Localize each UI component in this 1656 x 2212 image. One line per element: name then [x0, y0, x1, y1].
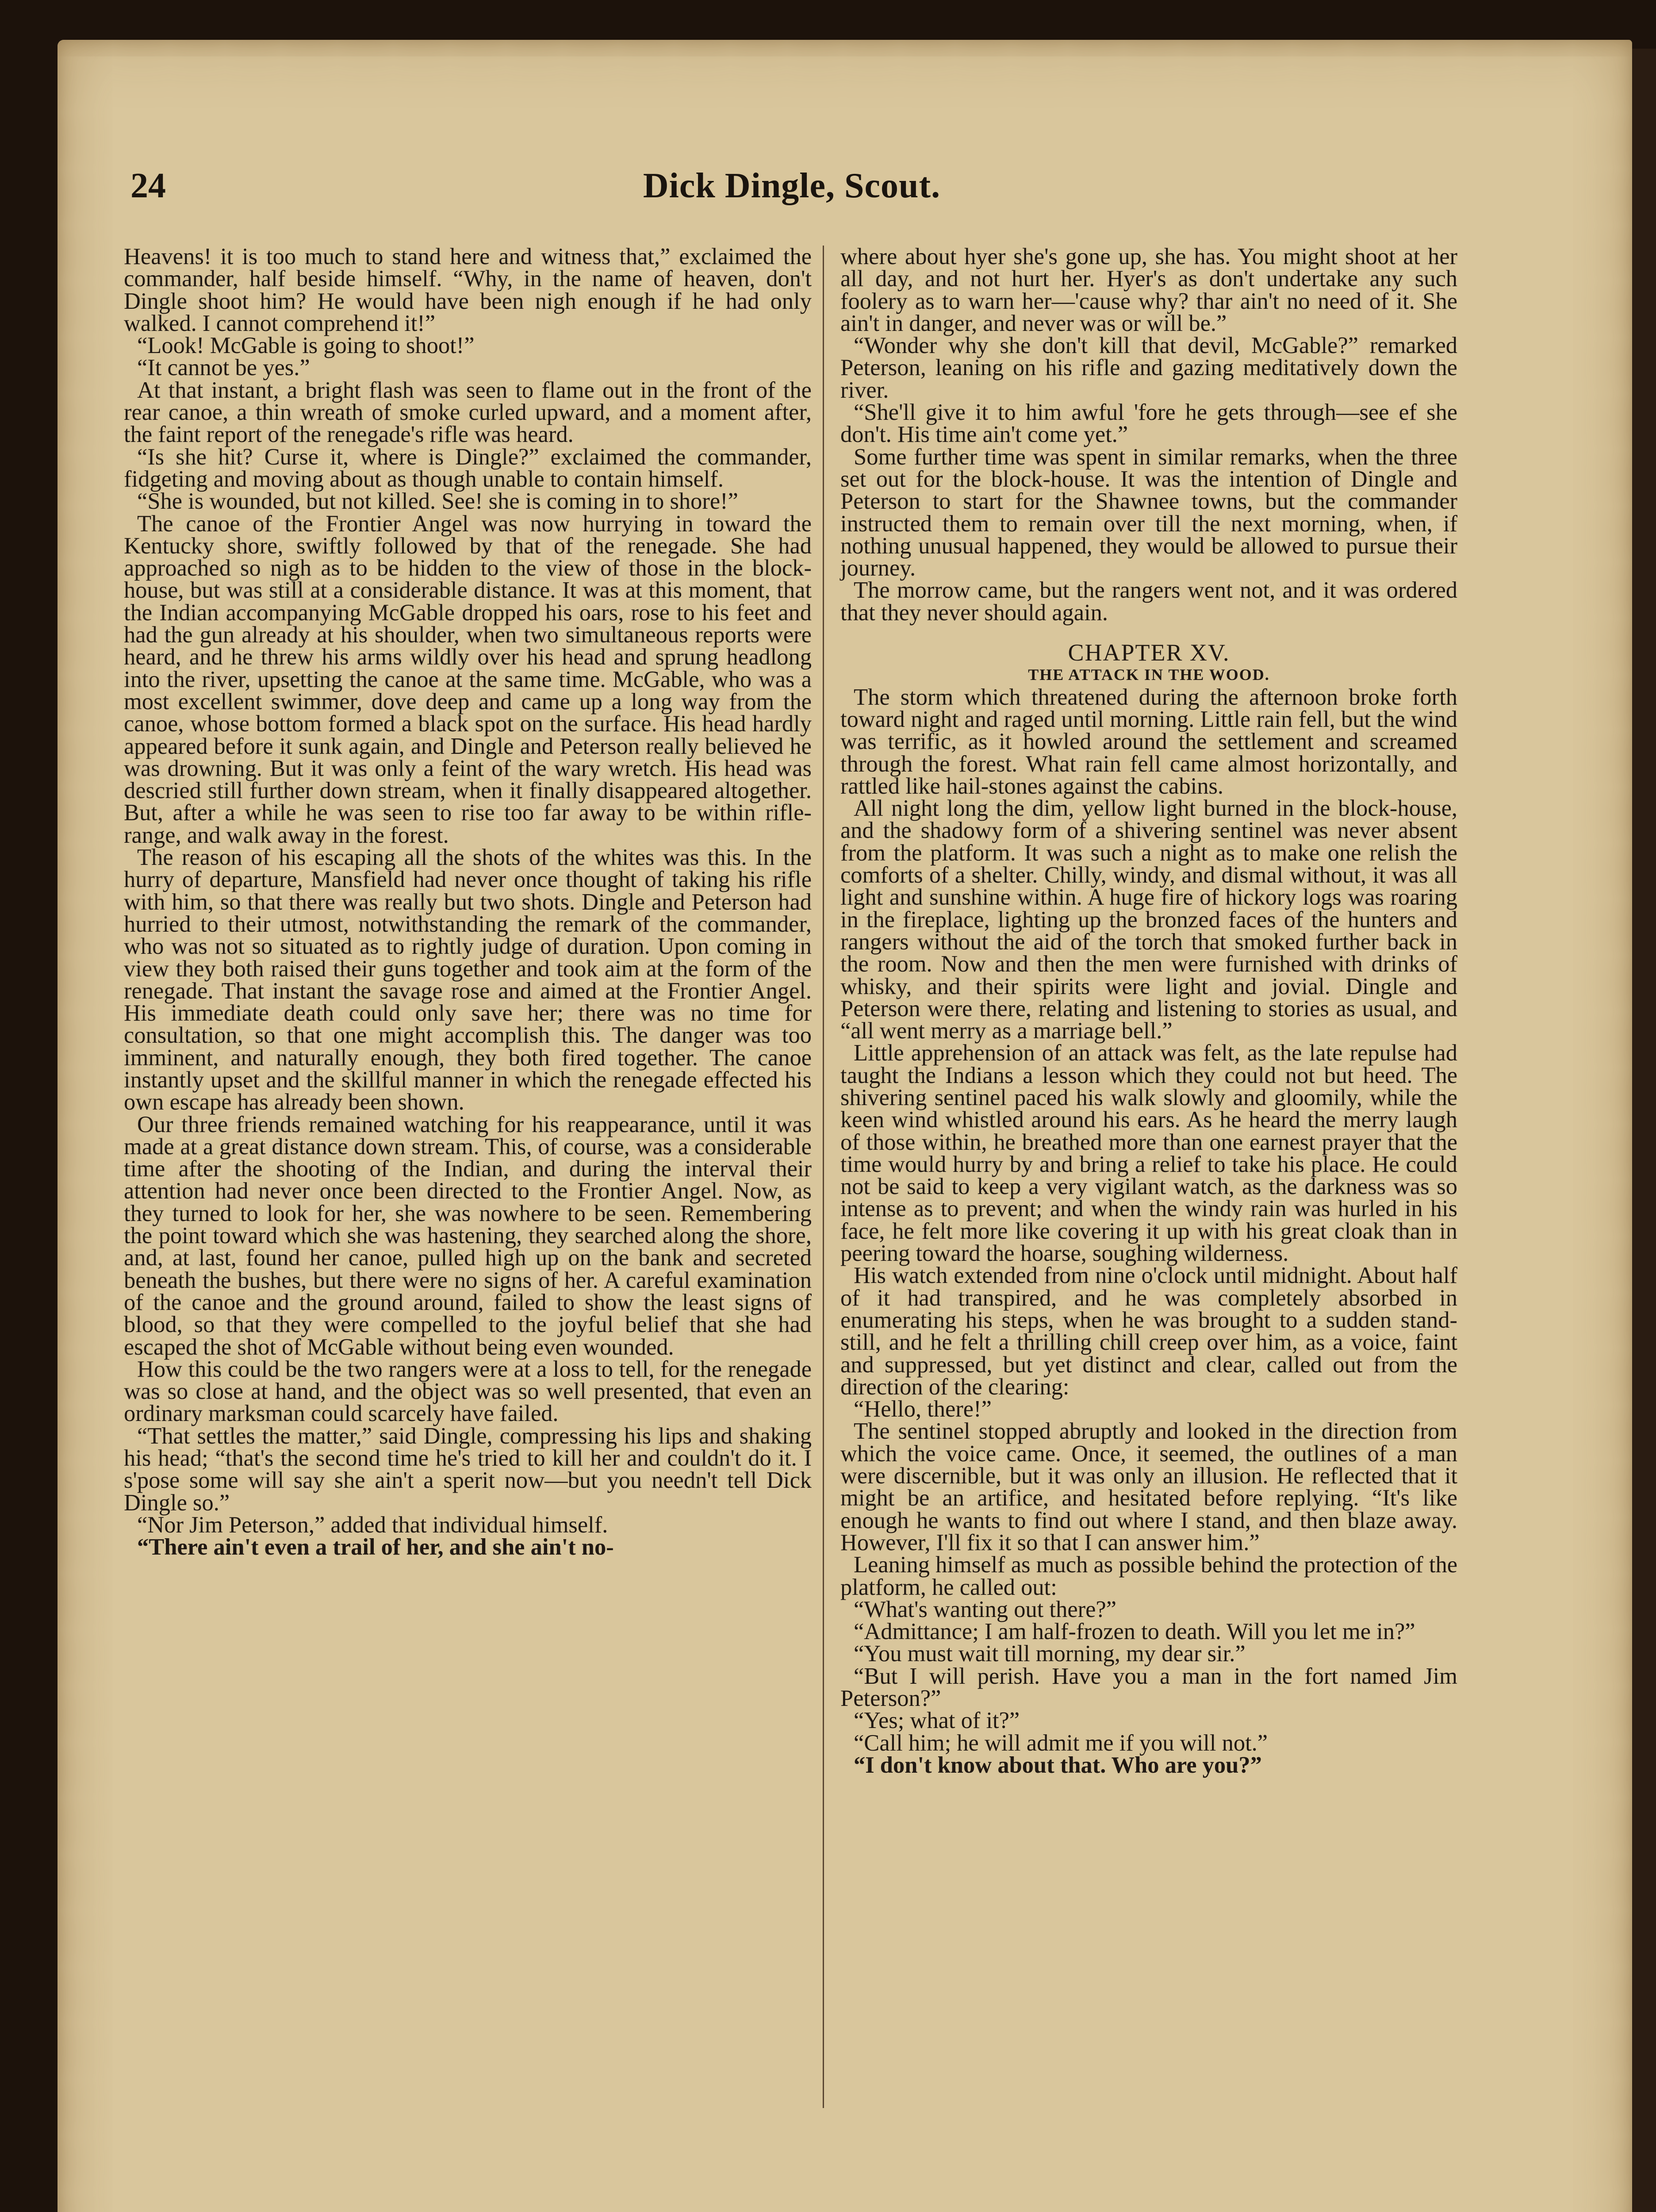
paragraph: The canoe of the Frontier Angel was now hurrying in toward the Kentucky shore, swiftly followed by that of the renegade. She had approached so nigh as to be hidden to the view of those in the block-house, but was still at a considerable distance. It was at this moment, that the Indian accompanying McGable dropped his oars, rose to his feet and had the gun already at his shoulder, when two simultaneous reports were heard, and he threw his arms wildly over his head and sprung headlong into the river, upsetting the canoe at the same time. McGable, who was a most excellent swimmer, dove deep and came up a long way from the canoe, whose bottom formed a black spot on the surface. His head hardly appeared before it sunk again, and Dingle and Peterson really believed he was drowning. But it was only a feint of the wary wretch. His head was descried still further down stream, when it finally disappeared altogether. But, after a while he was seen to rise too far away to be within rifle-range, and walk away in the forest.	[124, 511, 812, 848]
paragraph: Little apprehension of an attack was felt, as the late repulse had taught the Indians a lesson which they could not but heed. The shivering sentinel paced his walk slowly and gloomily, while the keen wind whistled around his ears. As he heard the merry laugh of those within, he breathed more than one earnest prayer that the time would hurry by and bring a relief to take his place. He could not be said to keep a very vigilant watch, as the darkness was so intense as to prevent; and when the windy rain was hurled in his face, he felt more like covering it up with his great cloak than in peering toward the hoarse, soughing wilderness.	[840, 1040, 1457, 1267]
page-header	[130, 166, 1453, 223]
paragraph: “Nor Jim Peterson,” added that individual himself.	[137, 1512, 608, 1538]
paragraph: where about hyer she's gone up, she has. You might shoot at her all day, and not hurt her. Hyer's as don't undertake any such foolery as to warn her—'cause why? thar ain't no need of it. She ain't in danger, and never was or will be.”	[840, 244, 1457, 336]
paragraph: “She is wounded, but not killed. See! she is coming in to shore!”	[137, 488, 738, 515]
running-title: Dick Dingle, Scout.	[643, 166, 941, 205]
paragraph: “Hello, there!”	[854, 1396, 992, 1422]
paragraph: “You must wait till morning, my dear sir.”	[854, 1641, 1246, 1667]
paragraph: “There ain't even a trail of her, and she ain't no-	[137, 1534, 614, 1560]
right-column-after-chapter	[840, 686, 1457, 1777]
paragraph: “What's wanting out there?”	[854, 1596, 1117, 1622]
paragraph: “Call him; he will admit me if you will not.”	[854, 1730, 1268, 1756]
paragraph: All night long the dim, yellow light burned in the block-house, and the shadowy form of a shivering sentinel was never absent from the platform. It was such a night as to make one relish the comforts of a shelter. Chilly, windy, and dismal without, it was all light and sunshine within. A huge fire of hickory logs was roaring in the fireplace, lighting up the bronzed faces of the hunters and rangers without the aid of the torch that smoked further back in the room. Now and then the men were furnished with drinks of whisky, and their spirits were light and jovial. Dingle and Peterson were there, relating and listening to stories as usual, and “all went merry as a marriage bell.”	[840, 795, 1457, 1044]
paragraph: “Wonder why she don't kill that devil, McGable?” remarked Peterson, leaning on his rifle and gazing meditatively down the river.	[840, 333, 1457, 403]
paragraph: “Is she hit? Curse it, where is Dingle?” exclaimed the commander, fidgeting and moving about as though unable to contain himself.	[124, 444, 812, 492]
paragraph: “It cannot be yes.”	[137, 355, 310, 381]
paragraph: Heavens! it is too much to stand here and witness that,” exclaimed the commander, half beside himself. “Why, in the name of heaven, don't Dingle shoot him? He would have been nigh enough if he had only walked. I cannot comprehend it!”	[124, 244, 812, 336]
left-column	[124, 246, 812, 1559]
right-column	[840, 246, 1457, 1776]
chapter-title: CHAPTER XV.	[1068, 639, 1230, 666]
paragraph: The morrow came, but the rangers went not, and it was ordered that they never should again.	[840, 577, 1457, 626]
paragraph: The storm which threatened during the afternoon broke forth toward night and raged until morning. Little rain fell, but the wind was terrific, as it howled around the settlement and screamed through the forest. What rain fell came almost horizontally, and rattled like hail-stones against the cabins.	[840, 684, 1457, 799]
paragraph: At that instant, a bright flash was seen to flame out in the front of the rear canoe, a thin wreath of smoke curled upward, and a moment after, the faint report of the renegade's rifle was heard.	[124, 377, 812, 448]
paragraph: “But I will perish. Have you a man in the fort named Jim Peterson?”	[840, 1663, 1457, 1711]
paragraph: Our three friends remained watching for his reappearance, until it was made at a great distance down stream. This, of course, was a considerable time after the shooting of the Indian, and during the interval their attention had never once been directed to the Frontier Angel. Now, as they turned to look for her, she was nowhere to be seen. Remembering the point toward which she was hastening, they searched along the shore, and, at last, found her canoe, pulled high up on the bank and secreted beneath the bushes, but there were no signs of her. A careful examination of the canoe and the ground around, failed to show the least signs of blood, so that they were compelled to the joyful belief that she had escaped the shot of McGable without being even wounded.	[124, 1111, 812, 1360]
paragraph: The sentinel stopped abruptly and looked in the direction from which the voice came. Once, it seemed, the outlines of a man were discernible, but it was only an illusion. He reflected that it might be an artifice, and hesitated before replying. “It's like enough he wants to find out where I stand, and then blaze away. However, I'll fix it so that I can answer him.”	[840, 1418, 1457, 1555]
right-column-before-chapter	[840, 246, 1457, 624]
paragraph: The reason of his escaping all the shots of the whites was this. In the hurry of departure, Mansfield had never once thought of taking his rifle with him, so that there was really but two shots. Dingle and Peterson had hurried to their utmost, notwithstanding the remark of the commander, who was not so situated as to rightly judge of duration. Upon coming in view they both raised their guns together and took aim at the form of the renegade. That instant the savage rose and aimed at the Frontier Angel. His immediate death could only save her; there was no time for consultation, so that one might accomplish this. The danger was too imminent, and naturally enough, they both fired together. The canoe instantly upset and the skillful manner in which the renegade effected his own escape has already been shown.	[124, 845, 812, 1115]
paragraph: “That settles the matter,” said Dingle, compressing his lips and shaking his head; “that's the second time he's tried to kill her and couldn't do it. I s'pose some will say she ain't a sperit now—but you needn't tell Dick Dingle so.”	[124, 1423, 812, 1516]
chapter-subtitle: THE ATTACK IN THE WOOD.	[1028, 666, 1270, 684]
paragraph: How this could be the two rangers were at a loss to tell, for the renegade was so close at hand, and the object was so well presented, that even an ordinary marksman could scarcely have failed.	[124, 1356, 812, 1427]
paragraph: Some further time was spent in similar remarks, when the three set out for the block-house. It was the intention of Dingle and Peterson to start for the Shawnee towns, but the commander instructed them to remain over till the next morning, when, if nothing unusual happened, they would be allowed to pursue their journey.	[840, 444, 1457, 581]
paragraph: Leaning himself as much as possible behind the protection of the platform, he called out:	[840, 1552, 1457, 1600]
column-divider	[823, 246, 824, 2108]
paragraph: His watch extended from nine o'clock until midnight. About half of it had transpired, and he was completely absorbed in enumerating his steps, when he was brought to a sudden stand-still, and he felt a thrilling chill creep over him, as a voice, faint and suppressed, but yet distinct and clear, called out from the direction of the clearing:	[840, 1263, 1457, 1400]
paragraph: “Look! McGable is going to shoot!”	[137, 333, 475, 359]
paragraph: “She'll give it to him awful 'fore he gets through—see ef she don't. His time ain't come yet.”	[840, 399, 1457, 448]
paragraph: “Admittance; I am half-frozen to death. Will you let me in?”	[854, 1619, 1415, 1645]
paragraph: “I don't know about that. Who are you?”	[854, 1752, 1262, 1778]
page-edge-shadow	[1632, 49, 1656, 2212]
page-number: 24	[130, 166, 166, 205]
paragraph: “Yes; what of it?”	[854, 1708, 1020, 1734]
